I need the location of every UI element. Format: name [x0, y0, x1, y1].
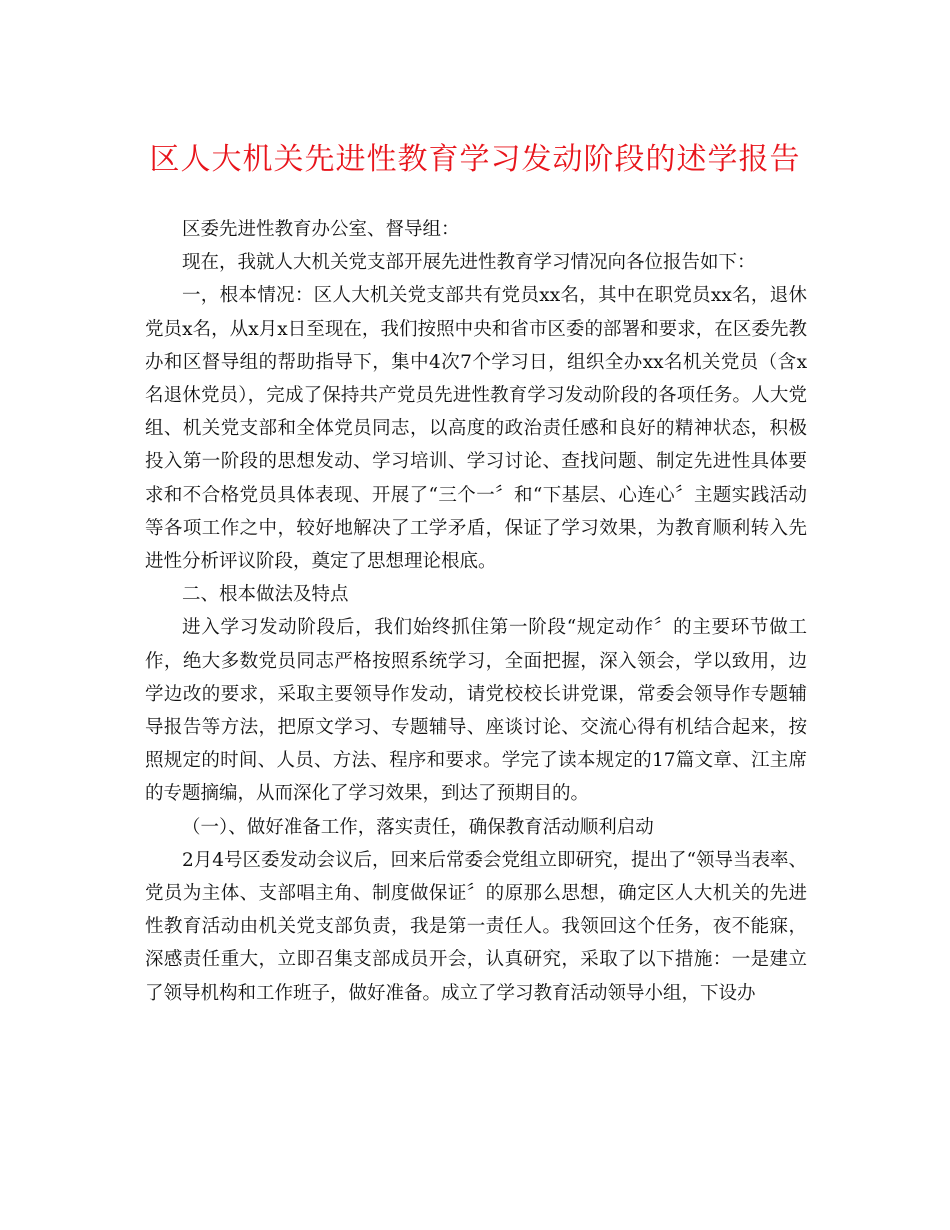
basic-situation-paragraph: 一，根本情况：区人大机关党支部共有党员xx名，其中在职党员xx名，退休党员x名，从x月x日至现在，我们按照中央和省市区委的部署和要求，在区委先教办和区督导组的帮助指导下，集中4次7个学习日，组织全办xx名机关党员（含x名退休党员），完成了保持共产党员先进性教育学习发动阶段的各项任务。人大党组、机关党支部和全体党员同志，以高度的政治责任感和良好的精神状态，积极投入第一阶段的思想发动、学习培训、学习讨论、查找问题、制定先进性具体要求和不合格党员具体表现、开展了“三个一〞和“下基层、心连心〞主题实践活动等各项工作之中，较好地解决了工学矛盾，保证了学习效果，为教育顺利转入先进性分析评议阶段，奠定了思想理论根底。 — [145, 285, 807, 573]
section-heading: 二、根本做法及特点 — [182, 584, 349, 606]
document-body — [145, 213, 807, 1010]
preparation-paragraph: 2月4号区委发动会议后，回来后常委会党组立即研究，提出了“领导当表率、党员为主体、支部唱主角、制度做保证〞的原那么思想，确定区人大机关的先进性教育活动由机关党支部负责，我是第一责任人。我领回这个任务，夜不能寐，深感责任重大，立即召集支部成员开会，认真研究，采取了以下措施：一是建立了领导机构和工作班子，做好准备。成立了学习教育活动领导小组，下设办 — [145, 849, 808, 1004]
document-title: 区人大机关先进性教育学习发动阶段的述学报告 — [149, 142, 801, 177]
intro-paragraph: 现在，我就人大机关党支部开展先进性教育学习情况向各位报告如下： — [182, 252, 756, 274]
salutation-paragraph: 区委先进性教育办公室、督导组： — [182, 219, 460, 240]
methods-paragraph: 进入学习发动阶段后，我们始终抓住第一阶段“规定动作〞的主要环节做工作，绝大多数党员同志严格按照系统学习，全面把握，深入领会，学以致用，边学边改的要求，采取主要领导作发动，请党校校长讲党课，常委会领导作专题辅导报告等方法，把原文学习、专题辅导、座谈讨论、交流心得有机结合起来，按照规定的时间、人员、方法、程序和要求。学完了读本规定的17篇文章、江主席的专题摘编，从而深化了学习效果，到达了预期目的。 — [145, 617, 807, 805]
subsection-heading: （一）、做好准备工作，落实责任，确保教育活动顺利启动 — [182, 816, 654, 838]
